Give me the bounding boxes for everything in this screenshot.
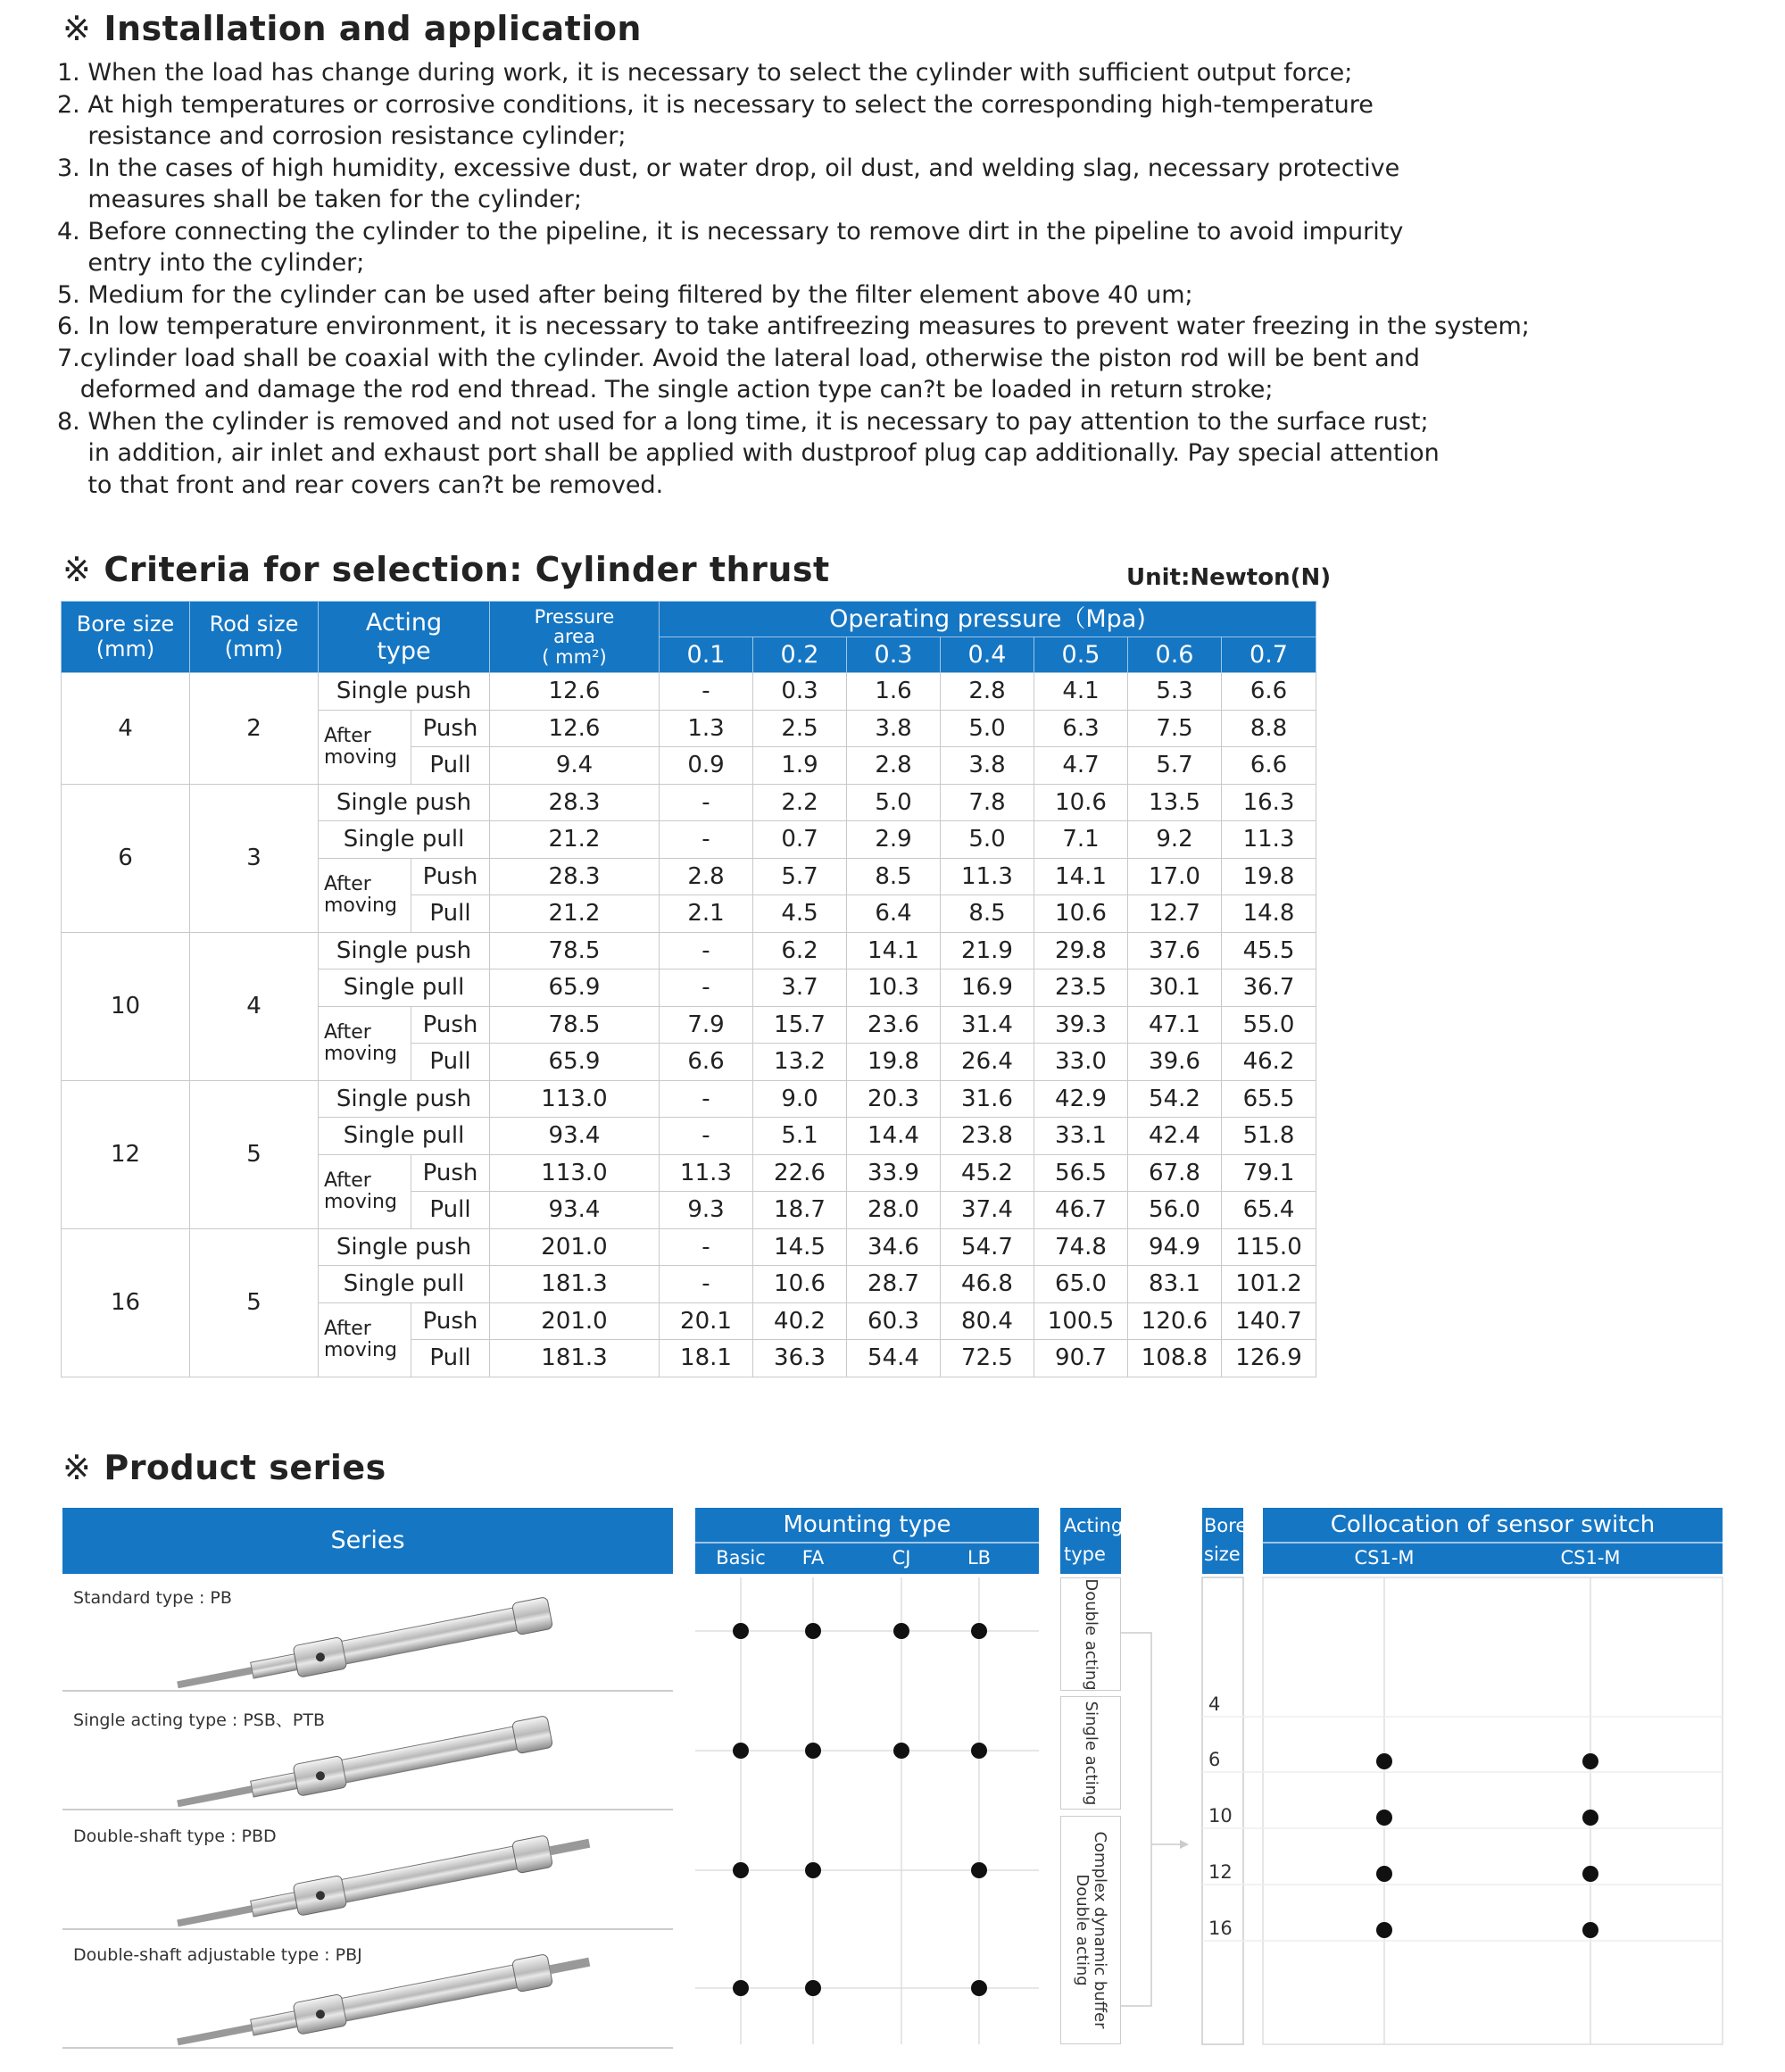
thrust-value-cell: 100.5	[1034, 1302, 1128, 1340]
thrust-value-cell: -	[660, 673, 753, 711]
thrust-value-cell: 90.7	[1034, 1340, 1128, 1377]
thrust-value-cell: 6.3	[1034, 710, 1128, 747]
thrust-value-cell: 19.8	[847, 1044, 941, 1081]
bore-header: Bore size (mm)	[62, 602, 190, 673]
thrust-value-cell: 54.4	[847, 1340, 941, 1377]
pressure-value-header: 0.5	[1034, 637, 1128, 673]
cylinder-image	[62, 1816, 673, 1930]
thrust-value-cell: 2.5	[753, 710, 847, 747]
thrust-value-cell: 11.3	[1222, 821, 1316, 859]
thrust-value-cell: 20.1	[660, 1302, 753, 1340]
sensor-dot	[1582, 1866, 1598, 1882]
thrust-value-cell: 65.5	[1222, 1080, 1316, 1118]
acting-type-cell: Single pull	[319, 1118, 490, 1155]
pressure-area-cell: 93.4	[490, 1192, 660, 1229]
thrust-value-cell: 67.8	[1128, 1154, 1222, 1192]
thrust-value-cell: -	[660, 784, 753, 821]
thrust-value-cell: 0.9	[660, 747, 753, 785]
bore-size-header	[1202, 1508, 1248, 1574]
thrust-value-cell: 7.5	[1128, 710, 1222, 747]
bore-size-cell: 16	[62, 1228, 190, 1377]
after-moving-cell: After moving	[319, 1302, 411, 1377]
thrust-value-cell: -	[660, 1228, 753, 1266]
thrust-value-cell: 8.5	[847, 858, 941, 895]
thrust-value-cell: 33.9	[847, 1154, 941, 1192]
pressure-area-cell: 93.4	[490, 1118, 660, 1155]
thrust-value-cell: 36.7	[1222, 969, 1316, 1007]
thrust-value-cell: 54.2	[1128, 1080, 1222, 1118]
thrust-value-cell: 11.3	[660, 1154, 753, 1192]
mounting-dot	[805, 1623, 821, 1639]
pressure-area-cell: 113.0	[490, 1154, 660, 1192]
thrust-value-cell: 14.4	[847, 1118, 941, 1155]
thrust-value-cell: 2.8	[847, 747, 941, 785]
acting-type-cell: Single push	[319, 784, 490, 821]
bore-size-cell: 10	[62, 932, 190, 1080]
bore-size-cell: 4	[62, 673, 190, 785]
thrust-value-cell: 65.0	[1034, 1266, 1128, 1303]
bore-size-cell: 6	[62, 784, 190, 932]
thrust-value-cell: 30.1	[1128, 969, 1222, 1007]
thrust-value-cell: 23.8	[941, 1118, 1034, 1155]
product-card	[62, 1816, 673, 1930]
direction-cell: Pull	[411, 1192, 490, 1229]
pressure-value-header: 0.2	[753, 637, 847, 673]
thrust-value-cell: 7.9	[660, 1006, 753, 1044]
thrust-value-cell: 5.3	[1128, 673, 1222, 711]
thrust-value-cell: 5.7	[753, 858, 847, 895]
sensor-dot	[1582, 1753, 1598, 1769]
pressure-area-cell: 78.5	[490, 932, 660, 969]
thrust-value-cell: 6.6	[1222, 673, 1316, 711]
cylinder-image	[62, 1935, 673, 2049]
thrust-value-cell: 9.3	[660, 1192, 753, 1229]
thrust-value-cell: 3.7	[753, 969, 847, 1007]
thrust-value-cell: -	[660, 969, 753, 1007]
thrust-value-cell: 140.7	[1222, 1302, 1316, 1340]
after-moving-cell: After moving	[319, 1154, 411, 1228]
pressure-area-cell: 21.2	[490, 821, 660, 859]
table-row	[62, 1228, 1316, 1266]
thrust-value-cell: 34.6	[847, 1228, 941, 1266]
product-label: Double-shaft adjustable type : PBJ	[73, 1945, 362, 1965]
direction-cell: Push	[411, 710, 490, 747]
thrust-value-cell: 17.0	[1128, 858, 1222, 895]
after-moving-cell: After moving	[319, 858, 411, 932]
thrust-value-cell: 56.5	[1034, 1154, 1128, 1192]
sensor-dot	[1582, 1810, 1598, 1826]
thrust-value-cell: 37.6	[1128, 932, 1222, 969]
mounting-type-lb: LB	[967, 1547, 992, 1569]
mounting-type-header	[695, 1508, 1039, 1574]
pressure-area-cell: 201.0	[490, 1228, 660, 1266]
after-moving-cell: After moving	[319, 710, 411, 784]
mounting-dot	[971, 1623, 987, 1639]
pressure-area-cell: 28.3	[490, 784, 660, 821]
pressure-area-cell: 113.0	[490, 1080, 660, 1118]
thrust-value-cell: 55.0	[1222, 1006, 1316, 1044]
acting-type-cell: Single push	[319, 673, 490, 711]
thrust-value-cell: 6.4	[847, 895, 941, 933]
sensor-dot	[1376, 1753, 1392, 1769]
installation-item: 3. In the cases of high humidity, excessive dust, or water drop, oil dust, and welding slag, necessary protective	[57, 154, 1400, 182]
sensor-type-label: CS1-M	[1354, 1547, 1415, 1569]
thrust-value-cell: 33.0	[1034, 1044, 1128, 1081]
thrust-value-cell: 65.4	[1222, 1192, 1316, 1229]
thrust-value-cell: -	[660, 821, 753, 859]
pressure-area-cell: 65.9	[490, 1044, 660, 1081]
thrust-value-cell: 37.4	[941, 1192, 1034, 1229]
thrust-value-cell: 108.8	[1128, 1340, 1222, 1377]
thrust-value-cell: 6.6	[660, 1044, 753, 1081]
reference-mark-icon: ※	[62, 9, 92, 48]
thrust-value-cell: 13.2	[753, 1044, 847, 1081]
installation-item: 5. Medium for the cylinder can be used after being filtered by the filter element above 40 um;	[57, 280, 1193, 309]
product-card	[62, 1935, 673, 2049]
pressure-area-cell: 181.3	[490, 1266, 660, 1303]
thrust-value-cell: 14.5	[753, 1228, 847, 1266]
thrust-value-cell: 40.2	[753, 1302, 847, 1340]
rod-size-cell: 5	[190, 1228, 319, 1377]
thrust-value-cell: 94.9	[1128, 1228, 1222, 1266]
thrust-value-cell: 15.7	[753, 1006, 847, 1044]
acting-type-header	[1060, 1508, 1124, 1574]
thrust-value-cell: 14.8	[1222, 895, 1316, 933]
thrust-value-cell: 60.3	[847, 1302, 941, 1340]
thrust-value-cell: 101.2	[1222, 1266, 1316, 1303]
product-series-title: ※ Product series	[62, 1448, 386, 1487]
reference-mark-icon: ※	[62, 550, 92, 589]
installation-item: entry into the cylinder;	[57, 249, 365, 277]
pressure-value-header: 0.1	[660, 637, 753, 673]
acting-type-label: Single acting	[1082, 1701, 1100, 1805]
thrust-title: ※ Criteria for selection: Cylinder thrust	[62, 550, 830, 589]
pressure-value-header: 0.3	[847, 637, 941, 673]
acting-type-header-label: Acting type	[1064, 1515, 1124, 1565]
product-label: Double-shaft type : PBD	[73, 1827, 277, 1846]
thrust-value-cell: 47.1	[1128, 1006, 1222, 1044]
cylinder-image	[62, 1696, 673, 1810]
thrust-value-cell: 39.6	[1128, 1044, 1222, 1081]
thrust-value-cell: 9.2	[1128, 821, 1222, 859]
direction-cell: Push	[411, 1302, 490, 1340]
product-card	[62, 1577, 673, 1692]
thrust-value-cell: 5.7	[1128, 747, 1222, 785]
bore-size-value: 6	[1208, 1749, 1221, 1770]
thrust-header-row	[62, 602, 1316, 637]
bore-size-value: 4	[1208, 1693, 1221, 1715]
table-row	[62, 673, 1316, 711]
pressure-area-cell: 65.9	[490, 969, 660, 1007]
thrust-value-cell: 45.2	[941, 1154, 1034, 1192]
acting-type-cell: Single push	[319, 1228, 490, 1266]
thrust-value-cell: 29.8	[1034, 932, 1128, 969]
installation-item: 4. Before connecting the cylinder to the pipeline, it is necessary to remove dirt in the pipeline to avoid impurity	[57, 217, 1404, 245]
operating-pressure-header: Operating pressure（Mpa)	[660, 602, 1316, 637]
thrust-value-cell: 1.6	[847, 673, 941, 711]
mounting-dot	[971, 1743, 987, 1759]
thrust-value-cell: 79.1	[1222, 1154, 1316, 1192]
rod-size-cell: 4	[190, 932, 319, 1080]
pressure-area-cell: 201.0	[490, 1302, 660, 1340]
mounting-type-fa: FA	[801, 1547, 825, 1569]
thrust-value-cell: -	[660, 1118, 753, 1155]
sensor-dot	[1376, 1810, 1392, 1826]
bore-size-cell: 12	[62, 1080, 190, 1228]
thrust-value-cell: 5.0	[847, 784, 941, 821]
bore-size-value: 16	[1208, 1918, 1233, 1939]
thrust-value-cell: 6.6	[1222, 747, 1316, 785]
thrust-table	[61, 601, 1316, 1377]
thrust-value-cell: 4.5	[753, 895, 847, 933]
thrust-value-cell: 7.8	[941, 784, 1034, 821]
installation-item: resistance and corrosion resistance cylinder;	[57, 122, 627, 150]
mounting-dot	[733, 1980, 749, 1996]
thrust-value-cell: 16.9	[941, 969, 1034, 1007]
product-label: Single acting type : PSB、PTB	[73, 1710, 325, 1730]
thrust-value-cell: 31.4	[941, 1006, 1034, 1044]
pressure-value-header: 0.4	[941, 637, 1034, 673]
direction-cell: Push	[411, 858, 490, 895]
sensor-dot	[1376, 1922, 1392, 1938]
acting-type-cell: Single push	[319, 932, 490, 969]
bore-size-value: 12	[1208, 1861, 1233, 1883]
thrust-value-cell: 7.1	[1034, 821, 1128, 859]
pressure-area-cell: 12.6	[490, 710, 660, 747]
installation-title: ※ Installation and application	[62, 9, 642, 48]
product-label: Standard type : PB	[73, 1588, 232, 1608]
thrust-value-cell: 11.3	[941, 858, 1034, 895]
thrust-value-cell: 1.3	[660, 710, 753, 747]
thrust-value-cell: 31.6	[941, 1080, 1034, 1118]
pressure-value-header: 0.6	[1128, 637, 1222, 673]
thrust-value-cell: 5.0	[941, 821, 1034, 859]
thrust-value-cell: 18.1	[660, 1340, 753, 1377]
reference-mark-icon: ※	[62, 1448, 92, 1487]
mounting-type-basic: Basic	[716, 1547, 766, 1569]
acting-type-box	[1060, 1816, 1121, 2044]
thrust-value-cell: 33.1	[1034, 1118, 1128, 1155]
thrust-value-cell: 46.7	[1034, 1192, 1128, 1229]
thrust-value-cell: 10.6	[753, 1266, 847, 1303]
thrust-value-cell: 14.1	[847, 932, 941, 969]
acting-type-cell: Single push	[319, 1080, 490, 1118]
thrust-value-cell: -	[660, 932, 753, 969]
sensor-dot	[1376, 1866, 1392, 1882]
thrust-value-cell: 19.8	[1222, 858, 1316, 895]
direction-cell: Pull	[411, 895, 490, 933]
thrust-value-cell: 10.6	[1034, 784, 1128, 821]
installation-item: in addition, air inlet and exhaust port shall be applied with dustproof plug cap additionally. Pay special attention	[57, 439, 1440, 467]
thrust-value-cell: 10.6	[1034, 895, 1128, 933]
mounting-type-label: Mounting type	[695, 1508, 1039, 1544]
installation-item: deformed and damage the rod end thread. The single action type can?t be loaded in return stroke;	[57, 376, 1274, 404]
installation-item: measures shall be taken for the cylinder;	[57, 186, 582, 213]
sensor-type-label: CS1-M	[1560, 1547, 1621, 1569]
acting-type-label: Complex dynamic buffer Double acting	[1073, 1831, 1109, 2029]
thrust-value-cell: 3.8	[941, 747, 1034, 785]
thrust-value-cell: 6.2	[753, 932, 847, 969]
acting-type-cell: Single pull	[319, 969, 490, 1007]
acting-type-label: Double acting	[1082, 1577, 1100, 1691]
table-row	[62, 932, 1316, 969]
thrust-value-cell: 74.8	[1034, 1228, 1128, 1266]
thrust-value-cell: 14.1	[1034, 858, 1128, 895]
pressure-area-cell: 12.6	[490, 673, 660, 711]
mounting-dot	[971, 1980, 987, 1996]
thrust-value-cell: 23.6	[847, 1006, 941, 1044]
thrust-value-cell: 42.4	[1128, 1118, 1222, 1155]
series-header-label: Series	[330, 1527, 405, 1554]
thrust-value-cell: 1.9	[753, 747, 847, 785]
thrust-value-cell: 36.3	[753, 1340, 847, 1377]
thrust-value-cell: 46.2	[1222, 1044, 1316, 1081]
direction-cell: Push	[411, 1154, 490, 1192]
thrust-value-cell: 42.9	[1034, 1080, 1128, 1118]
thrust-value-cell: 80.4	[941, 1302, 1034, 1340]
mounting-dot	[805, 1862, 821, 1878]
series-header	[62, 1508, 673, 1574]
pressure-area-cell: 181.3	[490, 1340, 660, 1377]
thrust-value-cell: 5.1	[753, 1118, 847, 1155]
thrust-value-cell: 0.7	[753, 821, 847, 859]
thrust-value-cell: 16.3	[1222, 784, 1316, 821]
acting-type-cell: Single pull	[319, 821, 490, 859]
mounting-type-cj: CJ	[892, 1547, 911, 1569]
thrust-value-cell: 9.0	[753, 1080, 847, 1118]
mounting-dot	[733, 1862, 749, 1878]
rod-size-cell: 2	[190, 673, 319, 785]
rod-header: Rod size (mm)	[190, 602, 319, 673]
thrust-value-cell: 56.0	[1128, 1192, 1222, 1229]
acting-type-header: Acting type	[319, 602, 490, 673]
bore-size-header-label: Bore size	[1204, 1515, 1248, 1565]
thrust-value-cell: 18.7	[753, 1192, 847, 1229]
thrust-value-cell: 8.8	[1222, 710, 1316, 747]
unit-label: Unit:Newton(N)	[1126, 564, 1332, 591]
mounting-dot	[805, 1980, 821, 1996]
mounting-dot	[805, 1743, 821, 1759]
sensor-switch-header	[1263, 1508, 1723, 1574]
installation-item: 1. When the load has change during work, it is necessary to select the cylinder with sufficient output force;	[57, 59, 1353, 87]
mounting-dot	[733, 1743, 749, 1759]
thrust-value-cell: 28.7	[847, 1266, 941, 1303]
installation-item: 2. At high temperatures or corrosive conditions, it is necessary to select the corresponding high-temperature	[57, 90, 1374, 119]
thrust-value-cell: 83.1	[1128, 1266, 1222, 1303]
installation-item: 8. When the cylinder is removed and not used for a long time, it is necessary to pay attention to the surface rust;	[57, 407, 1429, 436]
installation-list	[57, 57, 1530, 501]
thrust-value-cell: 20.3	[847, 1080, 941, 1118]
thrust-value-cell: 3.8	[847, 710, 941, 747]
thrust-value-cell: 2.8	[660, 858, 753, 895]
thrust-value-cell: 45.5	[1222, 932, 1316, 969]
thrust-value-cell: 0.3	[753, 673, 847, 711]
mounting-dot	[733, 1623, 749, 1639]
thrust-value-cell: 26.4	[941, 1044, 1034, 1081]
acting-type-cell: Single pull	[319, 1266, 490, 1303]
product-card	[62, 1696, 673, 1810]
bore-size-value: 10	[1208, 1805, 1233, 1827]
thrust-value-cell: 8.5	[941, 895, 1034, 933]
cylinder-image	[62, 1577, 673, 1692]
thrust-value-cell: 46.8	[941, 1266, 1034, 1303]
thrust-value-cell: 126.9	[1222, 1340, 1316, 1377]
thrust-value-cell: 120.6	[1128, 1302, 1222, 1340]
thrust-value-cell: 51.8	[1222, 1118, 1316, 1155]
pressure-area-header: Pressure area ( mm²)	[490, 602, 660, 673]
direction-cell: Pull	[411, 1340, 490, 1377]
direction-cell: Pull	[411, 1044, 490, 1081]
thrust-value-cell: 5.0	[941, 710, 1034, 747]
table-row	[62, 784, 1316, 821]
thrust-value-cell: 4.7	[1034, 747, 1128, 785]
thrust-value-cell: -	[660, 1080, 753, 1118]
sensor-switch-label: Collocation of sensor switch	[1263, 1508, 1723, 1544]
rod-size-cell: 3	[190, 784, 319, 932]
thrust-value-cell: 115.0	[1222, 1228, 1316, 1266]
installation-item: 7.cylinder load shall be coaxial with the cylinder. Avoid the lateral load, otherwise the piston rod will be bent and	[57, 344, 1420, 372]
thrust-value-cell: 21.9	[941, 932, 1034, 969]
thrust-value-cell: 2.8	[941, 673, 1034, 711]
thrust-value-cell: 10.3	[847, 969, 941, 1007]
direction-cell: Pull	[411, 747, 490, 785]
pressure-value-header: 0.7	[1222, 637, 1316, 673]
acting-type-box	[1060, 1577, 1121, 1691]
mounting-dot	[893, 1623, 909, 1639]
thrust-value-cell: 28.0	[847, 1192, 941, 1229]
mounting-dot	[971, 1862, 987, 1878]
sensor-dot	[1582, 1922, 1598, 1938]
thrust-value-cell: 4.1	[1034, 673, 1128, 711]
after-moving-cell: After moving	[319, 1006, 411, 1080]
pressure-area-cell: 78.5	[490, 1006, 660, 1044]
pressure-area-cell: 21.2	[490, 895, 660, 933]
pressure-area-cell: 9.4	[490, 747, 660, 785]
thrust-value-cell: 13.5	[1128, 784, 1222, 821]
installation-item: 6. In low temperature environment, it is necessary to take antifreezing measures to prevent water freezing in the system;	[57, 312, 1530, 340]
thrust-value-cell: 2.1	[660, 895, 753, 933]
thrust-value-cell: 2.9	[847, 821, 941, 859]
direction-cell: Push	[411, 1006, 490, 1044]
thrust-value-cell: 23.5	[1034, 969, 1128, 1007]
thrust-value-cell: 72.5	[941, 1340, 1034, 1377]
acting-type-box	[1060, 1696, 1121, 1810]
pressure-area-cell: 28.3	[490, 858, 660, 895]
installation-item: to that front and rear covers can?t be removed.	[57, 470, 664, 499]
thrust-value-cell: 39.3	[1034, 1006, 1128, 1044]
mounting-dot	[893, 1743, 909, 1759]
thrust-value-cell: 54.7	[941, 1228, 1034, 1266]
thrust-value-cell: -	[660, 1266, 753, 1303]
thrust-value-cell: 2.2	[753, 784, 847, 821]
rod-size-cell: 5	[190, 1080, 319, 1228]
thrust-value-cell: 12.7	[1128, 895, 1222, 933]
table-row	[62, 1080, 1316, 1118]
thrust-value-cell: 22.6	[753, 1154, 847, 1192]
